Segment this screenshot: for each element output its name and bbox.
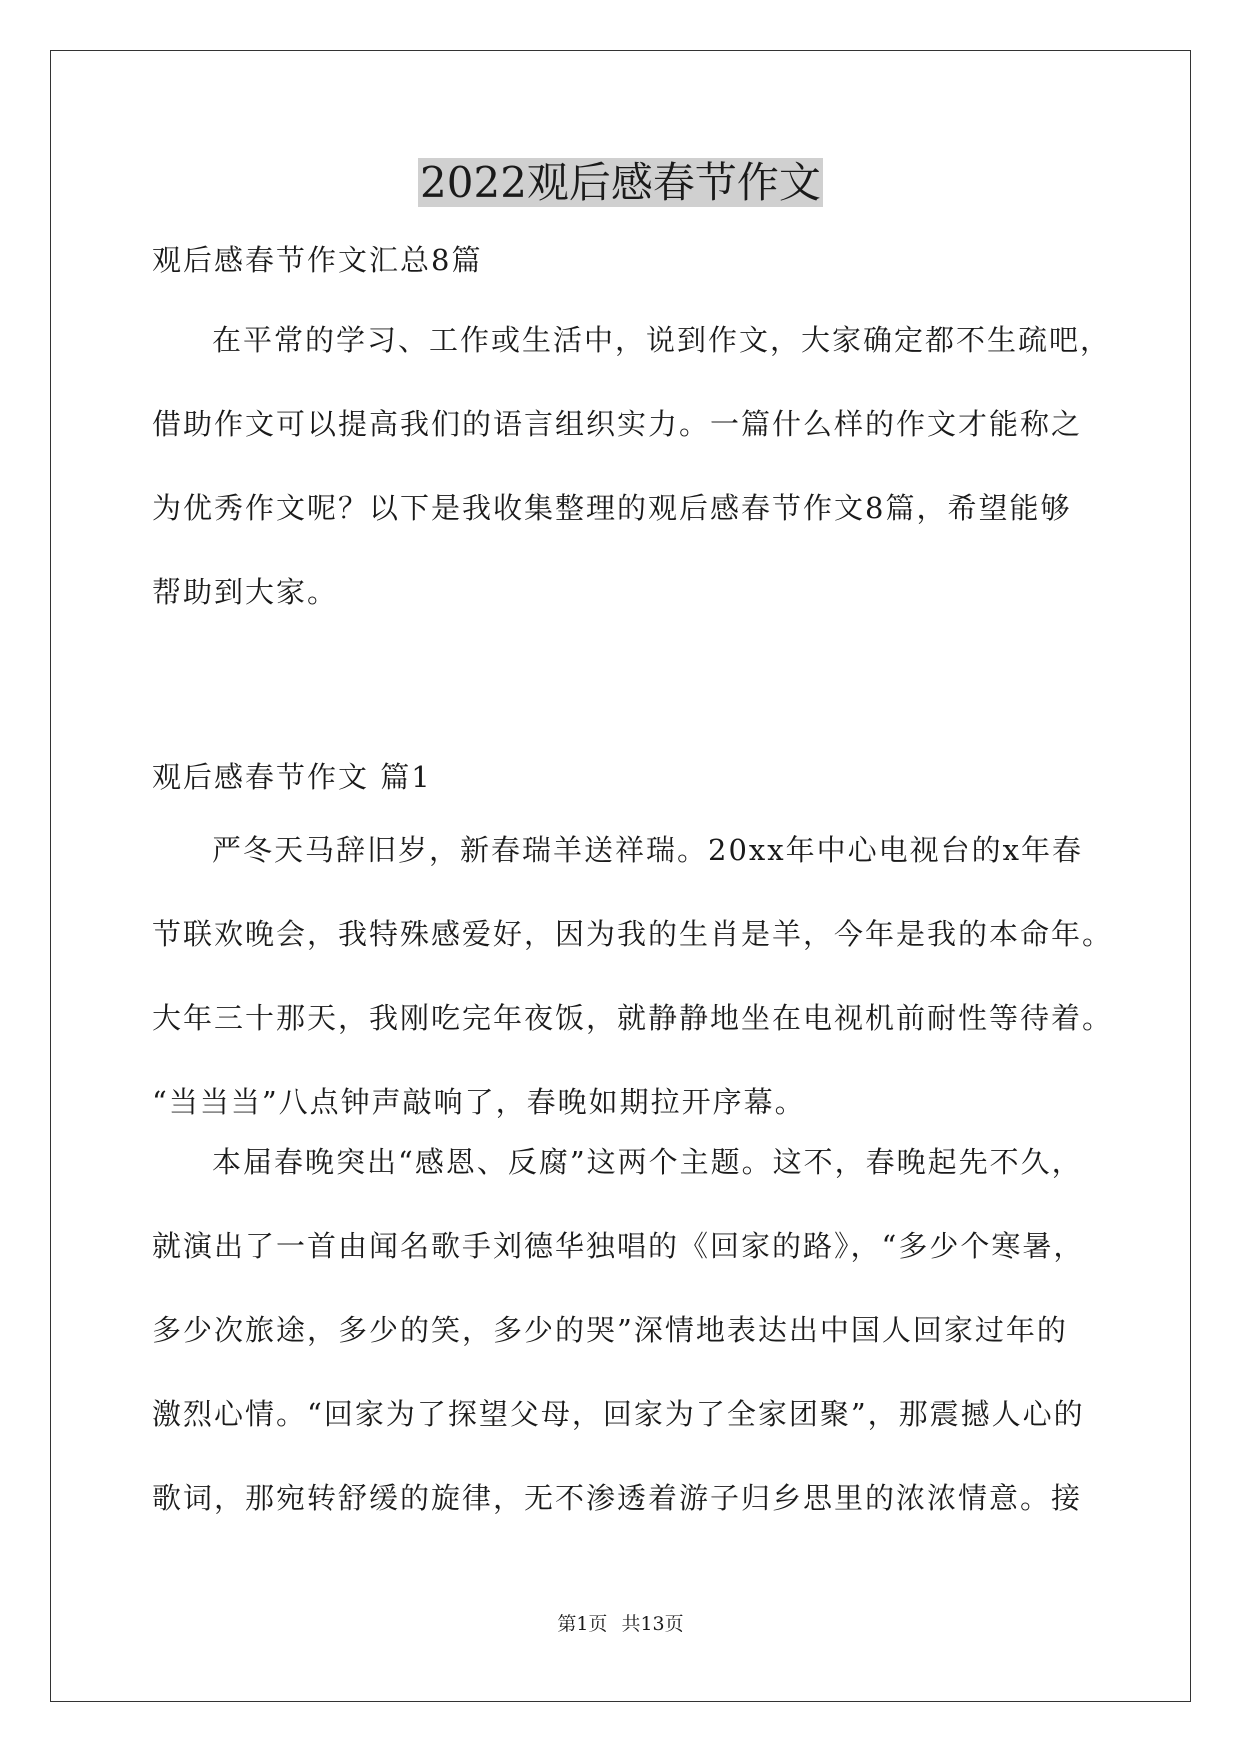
paragraph-line: 帮助到大家。 <box>152 575 339 609</box>
paragraph-line: 大年三十那天，我刚吃完年夜饭，就静静地坐在电视机前耐性等待着。 <box>152 1001 1114 1035</box>
section-heading: 观后感春节作文 篇1 <box>152 760 432 794</box>
section-paragraph-2 <box>152 1120 1112 1540</box>
paragraph-line: 为优秀作文呢？以下是我收集整理的观后感春节作文8篇，希望能够 <box>152 491 1072 525</box>
paragraph-line: 就演出了一首由闻名歌手刘德华独唱的《回家的路》，“多少个寒暑， <box>152 1229 1085 1263</box>
paragraph-line: “当当当”八点钟声敲响了，春晚如期拉开序幕。 <box>152 1085 806 1119</box>
document-title <box>0 156 1241 210</box>
paragraph-line: 多少次旅途，多少的笑，多少的哭”深情地表达出中国人回家过年的 <box>152 1313 1068 1347</box>
section-paragraph-1 <box>152 808 1112 1144</box>
paragraph-line: 节联欢晚会，我特殊感爱好，因为我的生肖是羊，今年是我的本命年。 <box>152 917 1114 951</box>
page-number: 第1页 <box>557 1613 608 1635</box>
paragraph-line: 在平常的学习、工作或生活中，说到作文，大家确定都不生疏吧， <box>212 323 1112 357</box>
intro-paragraph <box>152 298 1112 634</box>
page-footer <box>0 1612 1241 1636</box>
document-title-text: 2022观后感春节作文 <box>420 158 821 207</box>
paragraph-line: 借助作文可以提高我们的语言组织实力。一篇什么样的作文才能称之 <box>152 407 1083 441</box>
paragraph-line: 激烈心情。“回家为了探望父母，回家为了全家团聚”，那震撼人心的 <box>152 1397 1085 1431</box>
page-total: 共13页 <box>621 1613 684 1635</box>
paragraph-line: 严冬天马辞旧岁，新春瑞羊送祥瑞。20xx年中心电视台的x年春 <box>212 833 1083 867</box>
paragraph-line: 本届春晚突出“感恩、反腐”这两个主题。这不，春晚起先不久， <box>212 1145 1083 1179</box>
document-subtitle: 观后感春节作文汇总8篇 <box>152 243 483 277</box>
paragraph-line: 歌词，那宛转舒缓的旋律，无不渗透着游子归乡思里的浓浓情意。接 <box>152 1481 1083 1515</box>
